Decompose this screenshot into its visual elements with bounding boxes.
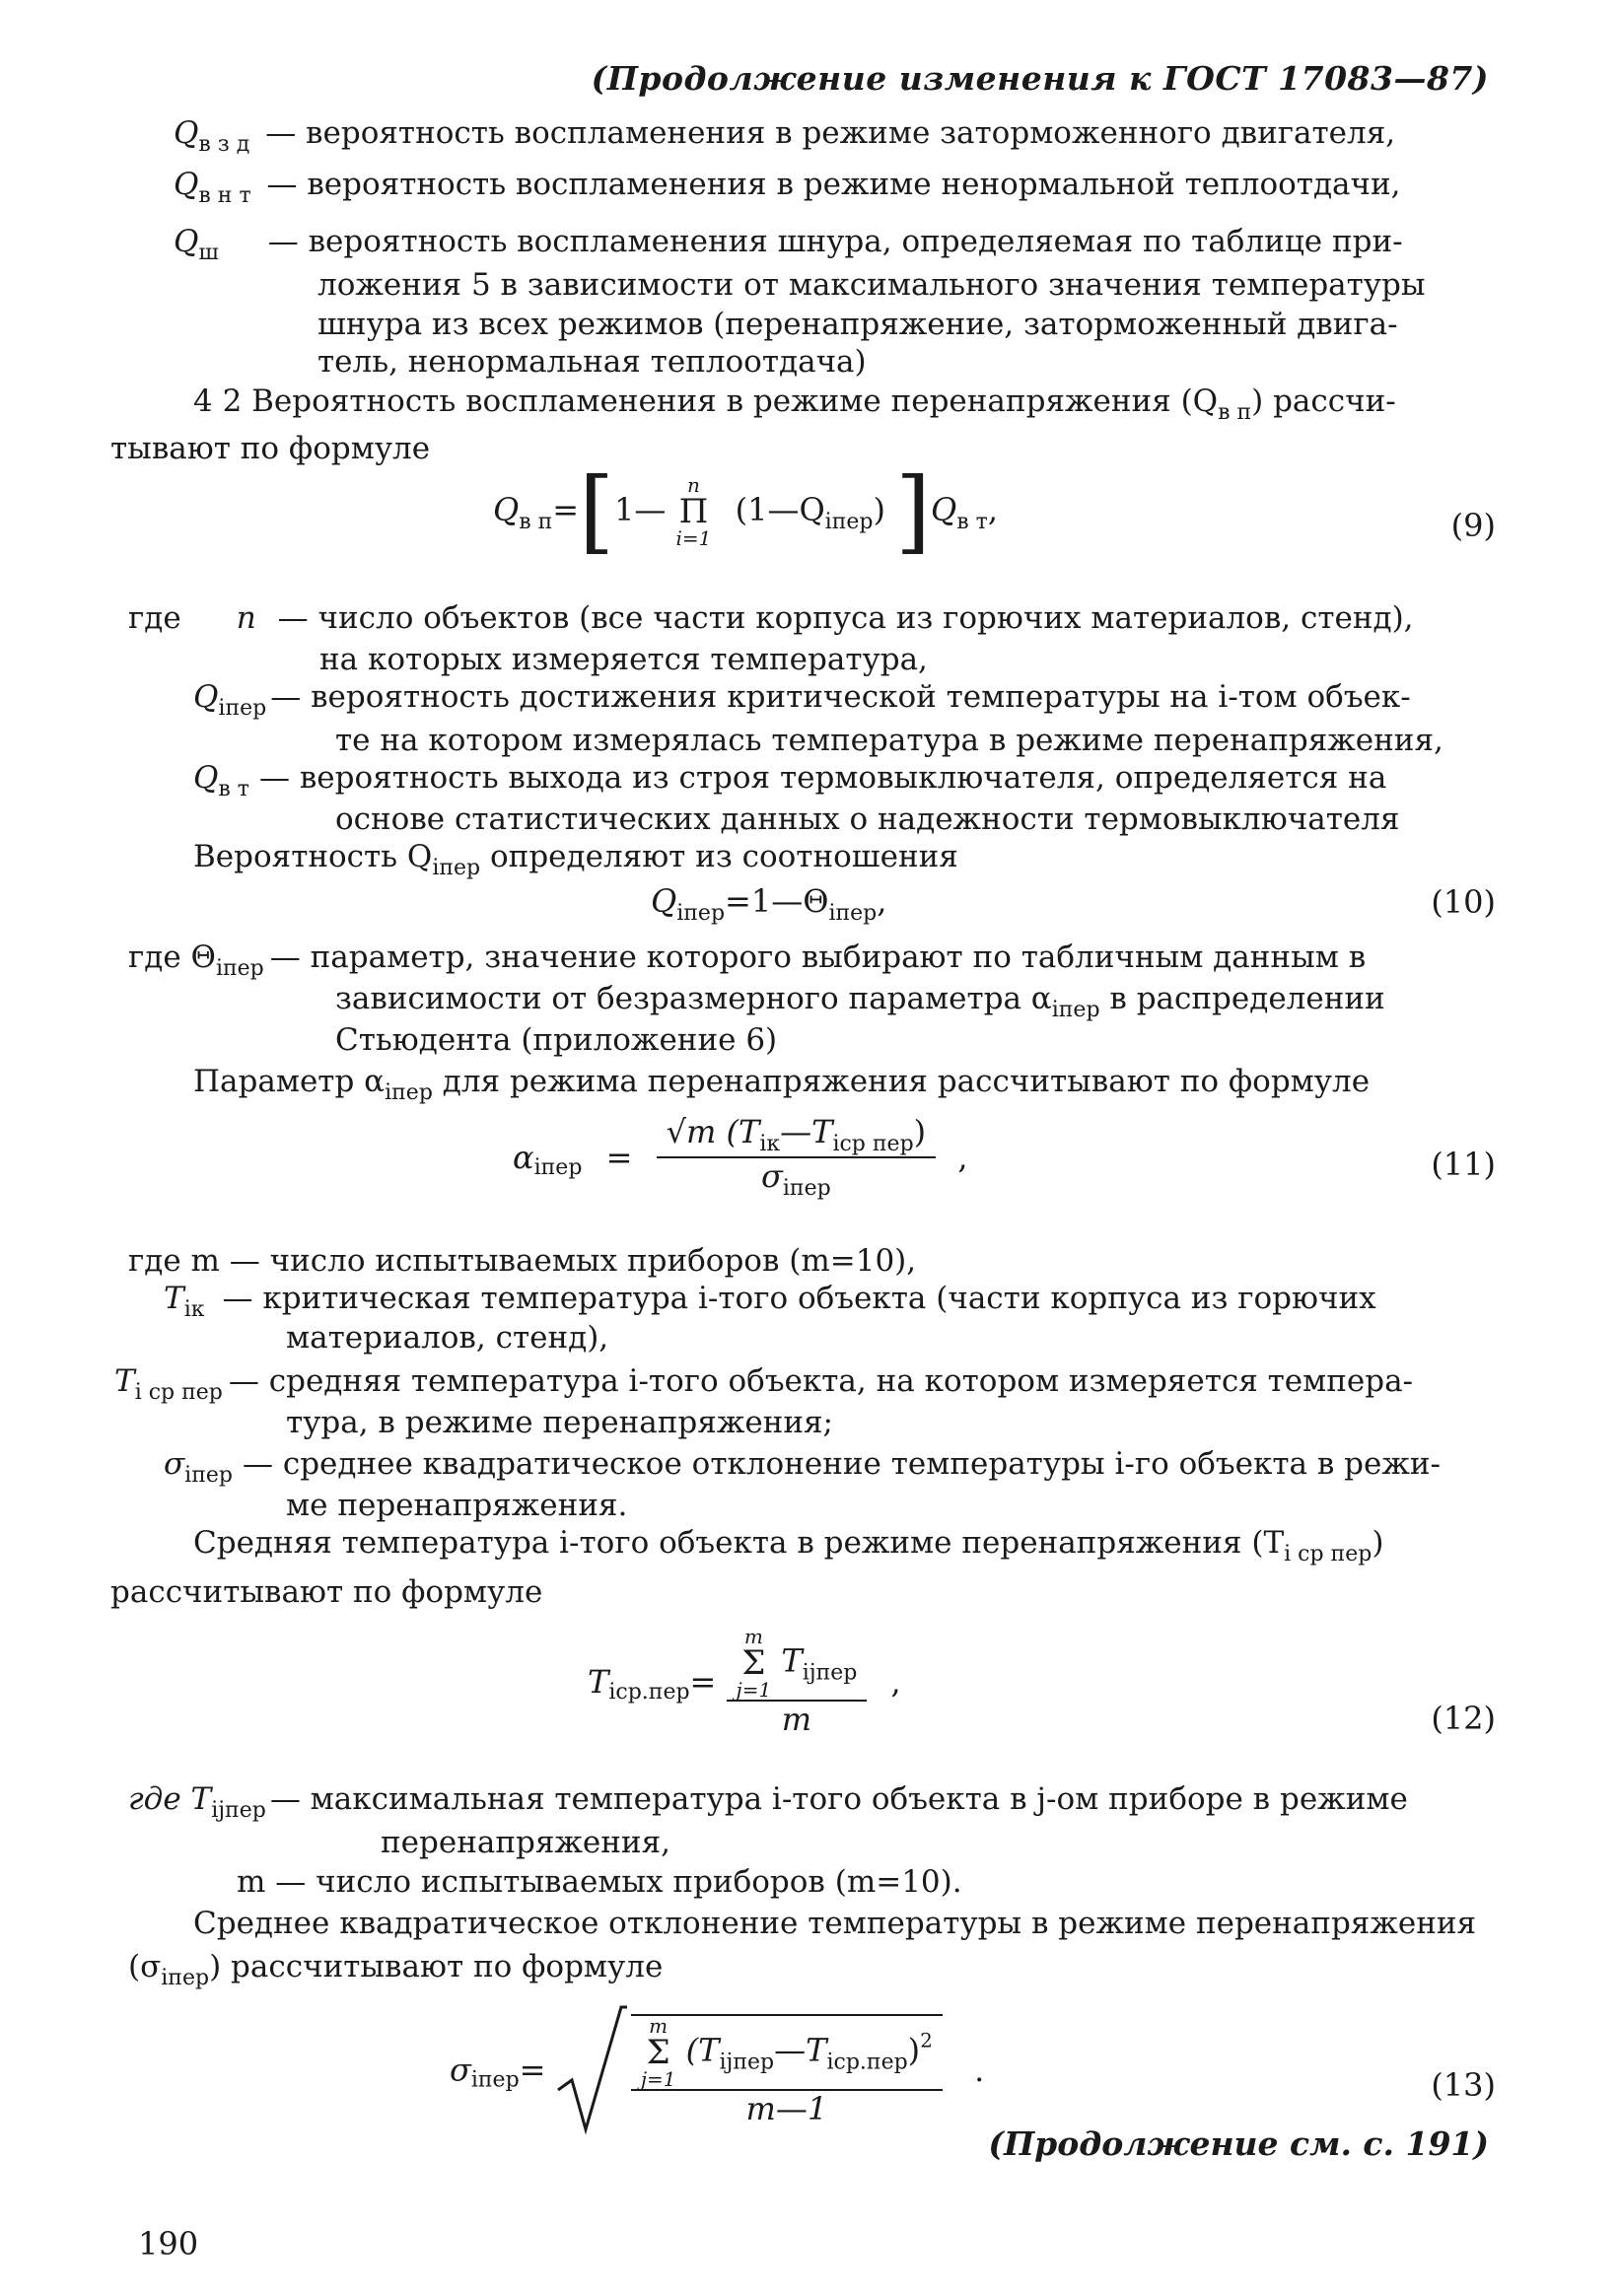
where10-theta: где $\Theta_{iпер}$ — параметр, значение которого выбирают по табличным данным в (128, 939, 1367, 981)
fraction-11: $\frac{√m (T_{iк}—T_{iср пер})}{\sigma_{iпер}}$ (657, 1114, 937, 1202)
where9-qvt: $Q_{в т}$ — вероятность выхода из строя термовыключателя, определяется на (193, 760, 1387, 801)
equation-12-number: (12) (1431, 1700, 1496, 1737)
where9-n: где n — число объектов (все части корпуса из горючих материалов, стенд), (128, 600, 1414, 636)
def-qsh: $Q_ш$ — вероятность воспламенения шнура, определяемая по таблице при- (174, 224, 1403, 265)
where10-cont-2: Стьюдента (приложение 6) (335, 1022, 778, 1058)
equation-11-number: (11) (1431, 1146, 1496, 1183)
avg-temp-intro: Средняя температура i-того объекта в режиме перенапряжения $(T_{i ср пер})$ (193, 1525, 1384, 1566)
page-header: (Продолжение изменения к ГОСТ 17083—87) (591, 59, 1489, 98)
equation-9-number: (9) (1450, 507, 1496, 544)
sum-operator-13: m Σ j=1 (640, 2013, 676, 2091)
equation-9: $Q_{в п}=[1—$ n Π i=1 $(1—Q_{iпер})$ ]$Q_{в т}$, (493, 458, 999, 564)
continuation-note: (Продолжение см. с. 191) (988, 2124, 1489, 2163)
product-operator: n Π i=1 (675, 473, 712, 551)
where11-tik-cont: материалов, стенд), (286, 1320, 609, 1356)
def-qvnt: $Q_{в н т}$ — вероятность воспламенения в режиме ненормальной теплоотдачи, (174, 167, 1401, 208)
def-qsh-cont-1: ложения 5 в зависимости от максимального значения температуры (317, 267, 1426, 303)
fraction-12: m Σ j=1 $T_{ijпер}$ m (727, 1627, 868, 1738)
page-number: 190 (138, 2225, 199, 2262)
def-qvzd: $Q_{в з д}$ — вероятность воспламенения в режиме заторможенного двигателя, (174, 115, 1396, 157)
equation-13: $\sigma_{iпер}=$ m Σ j=1 $(T_{ijпер}—T_{iср.пер})^2$ m—1 . (450, 2001, 984, 2139)
equation-10-number: (10) (1431, 883, 1496, 921)
equation-11: $\alpha_{iпер}$ = $\frac{√m (T_{iк}—T_{iср пер})}{\sigma_{iпер}}$ , (513, 1113, 968, 1202)
where12-tij: где $T_{ijпер}$ — максимальная температура i-того объекта в j-ом приборе в режиме (128, 1781, 1408, 1823)
paragraph-4-2: 4 2 Вероятность воспламенения в режиме перенапряжения $(Q_{в п})$ рассчи- (193, 383, 1396, 425)
where12-cont: перенапряжения, (381, 1825, 671, 1860)
where9-qiper: $Q_{iпер}$ — вероятность достижения критической температуры на i-том объек- (193, 679, 1411, 721)
where12-m: m — число испытываемых приборов (m=10). (237, 1864, 962, 1900)
where9-qiper-cont: те на котором измерялась температура в режиме перенапряжения, (335, 723, 1443, 758)
sd-intro: Среднее квадратическое отклонение температуры в режиме перенапряжения (193, 1906, 1477, 1941)
equation-12: $T_{iср.пер}=$ m Σ j=1 $T_{ijпер}$ m , (588, 1625, 901, 1738)
sd-intro-cont: $(\sigma_{iпер})$ рассчитывают по формуле (128, 1949, 664, 1990)
alpha-intro: Параметр $\alpha_{iпер}$ для режима перенапряжения рассчитывают по формуле (193, 1064, 1371, 1105)
where11-sigma: $\sigma_{iпер}$ — среднее квадратическое отклонение температуры i-го объекта в режи- (164, 1446, 1441, 1488)
equation-13-number: (13) (1431, 2066, 1496, 2104)
where11-tisr: $T_{i ср пер}$ — средняя температура i-того объекта, на котором измеряется темпера- (114, 1363, 1414, 1405)
where10-cont: зависимости от безразмерного параметра $\alpha_{iпер}$ в распределении (335, 981, 1385, 1022)
def-qsh-cont-2: шнура из всех режимов (перенапряжение, заторможенный двига- (317, 307, 1398, 342)
where11-tisr-cont: тура, в режиме перенапряжения; (286, 1405, 834, 1440)
sqrt-sign (556, 2001, 627, 2139)
fraction-13: m Σ j=1 $(T_{ijпер}—T_{iср.пер})^2$ m—1 (631, 2016, 943, 2127)
where11-tik: $T_{iк}$ — критическая температура i-того объекта (части корпуса из горючих (164, 1281, 1376, 1322)
paragraph-4-2-cont: тывают по формуле (110, 431, 431, 466)
where11-sigma-cont: ме перенапряжения. (286, 1488, 628, 1523)
avg-temp-intro-cont: рассчитывают по формуле (110, 1574, 543, 1610)
where9-n-cont: на которых измеряется температура, (319, 642, 928, 677)
where11-m: где m — число испытываемых приборов (m=10), (128, 1243, 917, 1279)
probability-intro: Вероятность $Q_{iпер}$ определяют из соотношения (193, 839, 958, 880)
equation-10: $Q_{iпер}=1—\Theta_{iпер}$, (651, 882, 887, 926)
where9-qvt-cont: основе статистических данных о надежности термовыключателя (335, 801, 1400, 837)
sum-operator-12: m Σ j=1 (736, 1625, 772, 1702)
def-qsh-cont-3: тель, ненормальная теплоотдача) (317, 344, 867, 380)
